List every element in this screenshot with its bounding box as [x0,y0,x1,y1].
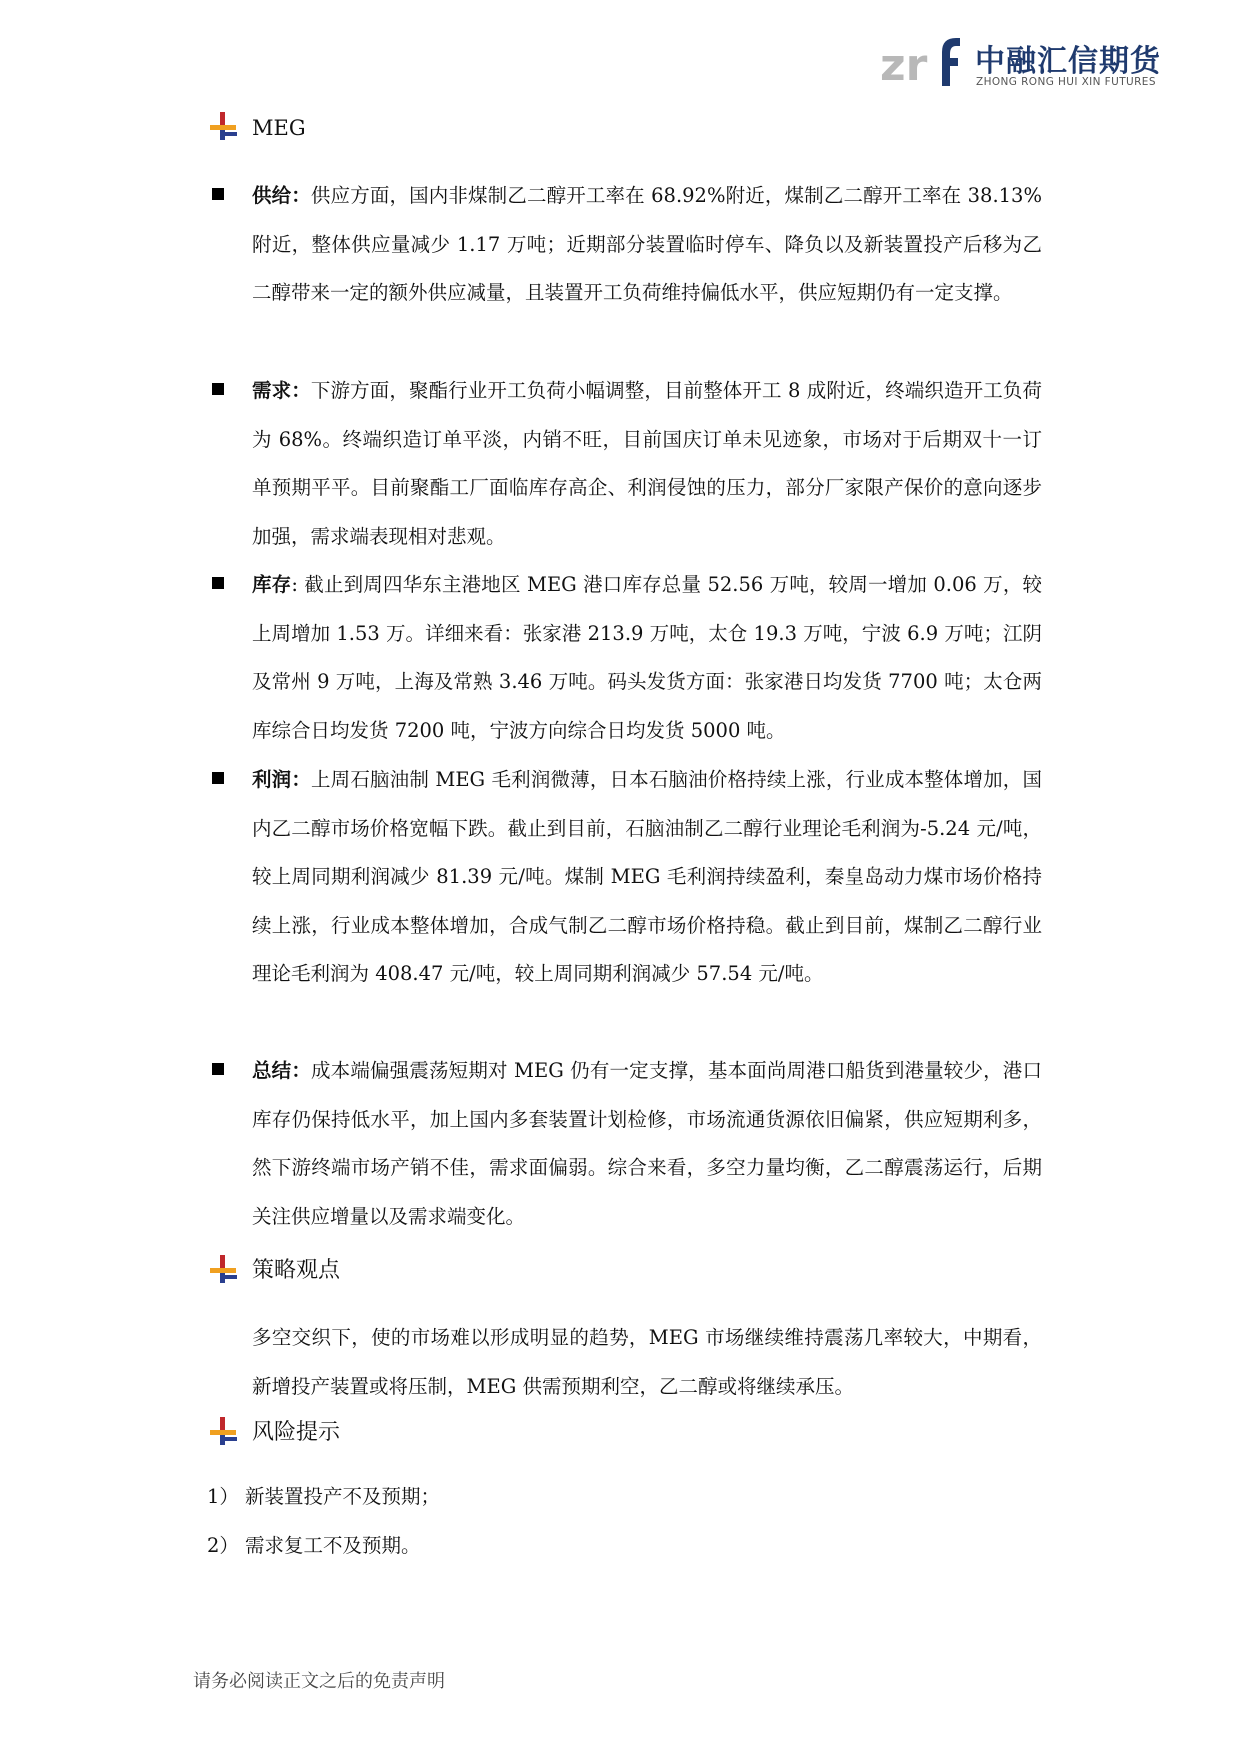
risk-item [207,1479,440,1515]
risk-item [207,1528,421,1564]
bullet-label: 需求： [252,379,311,402]
bullet-label: 利润： [252,768,311,791]
bullet-label: 总结： [252,1059,311,1082]
company-logo [880,30,1170,90]
cross-icon [207,1255,239,1287]
bullet-body: 供应方面，国内非煤制乙二醇开工率在 68.92%附近，煤制乙二醇开工率在 38.13%附近，整体供应量减少 1.17 万吨；近期部分装置临时停车、降负以及新装置投产后移为乙二醇带来一定的额外供应减量，且装置开工负荷维持偏低水平，供应短期仍有一定支撑。 [252,184,1042,304]
risk-number: 1） [207,1485,239,1508]
bullet-label: 库存 [252,573,292,596]
zrf-logo-icon [880,30,960,90]
bullet-text [252,1047,1042,1241]
bullet-text [252,561,1042,755]
bullet-square-icon [212,188,224,200]
bullet-square-icon [212,1063,224,1075]
svg-text:zr: zr [880,40,928,90]
bullet-square-icon [212,772,224,784]
bullet-body: 上周石脑油制 MEG 毛利润微薄，日本石脑油价格持续上涨，行业成本整体增加，国内乙二醇市场价格宽幅下跌。截止到目前，石脑油制乙二醇行业理论毛利润为-5.24 元/吨，较上周同期利润减少 81.39 元/吨。煤制 MEG 毛利润持续盈利，秦皇岛动力煤市场价格持续上涨，行业成本整体增加，合成气制乙二醇市场价格持稳。截止到目前，煤制乙二醇行业理论毛利润为 408.47 元/吨，较上周同期利润减少 57.54 元/吨。 [252,768,1042,985]
company-name-en: ZHONG RONG HUI XIN FUTURES [976,76,1156,88]
bullet-body: 下游方面，聚酯行业开工负荷小幅调整，目前整体开工 8 成附近，终端织造开工负荷为 68%。终端织造订单平淡，内销不旺，目前国庆订单未见迹象，市场对于后期双十一订单预期平平。目前聚酯工厂面临库存高企、利润侵蚀的压力，部分厂家限产保价的意向逐步加强，需求端表现相对悲观。 [252,379,1042,548]
disclaimer-note: 请务必阅读正文之后的免责声明 [193,1671,445,1692]
section-title: 策略观点 [252,1258,341,1283]
bullet-body: 成本端偏强震荡短期对 MEG 仍有一定支撑，基本面尚周港口船货到港量较少，港口库存仍保持低水平，加上国内多套装置计划检修，市场流通货源依旧偏紧，供应短期利多，然下游终端市场产销不佳，需求面偏弱。综合来看，多空力量均衡，乙二醇震荡运行，后期关注供应增量以及需求端变化。 [252,1059,1042,1228]
bullet-square-icon [212,383,224,395]
bullet-text [252,756,1042,999]
cross-icon [207,112,239,144]
risk-number: 2） [207,1534,239,1557]
section-title: MEG [252,116,306,140]
risk-text: 需求复工不及预期。 [245,1534,421,1557]
company-name-cn: 中融汇信期货 [975,44,1161,79]
risk-text: 新装置投产不及预期； [245,1485,441,1508]
cross-icon [207,1417,239,1449]
section-title: 风险提示 [252,1420,341,1445]
bullet-label: 供给： [252,184,311,207]
bullet-body: : 截止到周四华东主港地区 MEG 港口库存总量 52.56 万吨，较周一增加 0.06 万，较上周增加 1.53 万。详细来看：张家港 213.9 万吨，太仓 19.3 万吨，宁波 6.9 万吨；江阴及常州 9 万吨，上海及常熟 3.46 万吨。码头发货方面：张家港日均发货 7700 吨；太仓两库综合日均发货 7200 吨，宁波方向综合日均发货 5000 吨。 [252,573,1042,742]
strategy-paragraph: 多空交织下，使的市场难以形成明显的趋势，MEG 市场继续维持震荡几率较大，中期看，新增投产装置或将压制，MEG 供需预期利空，乙二醇或将继续承压。 [252,1326,1042,1398]
bullet-text [252,367,1042,561]
bullet-square-icon [212,577,224,589]
bullet-text [252,172,1042,318]
